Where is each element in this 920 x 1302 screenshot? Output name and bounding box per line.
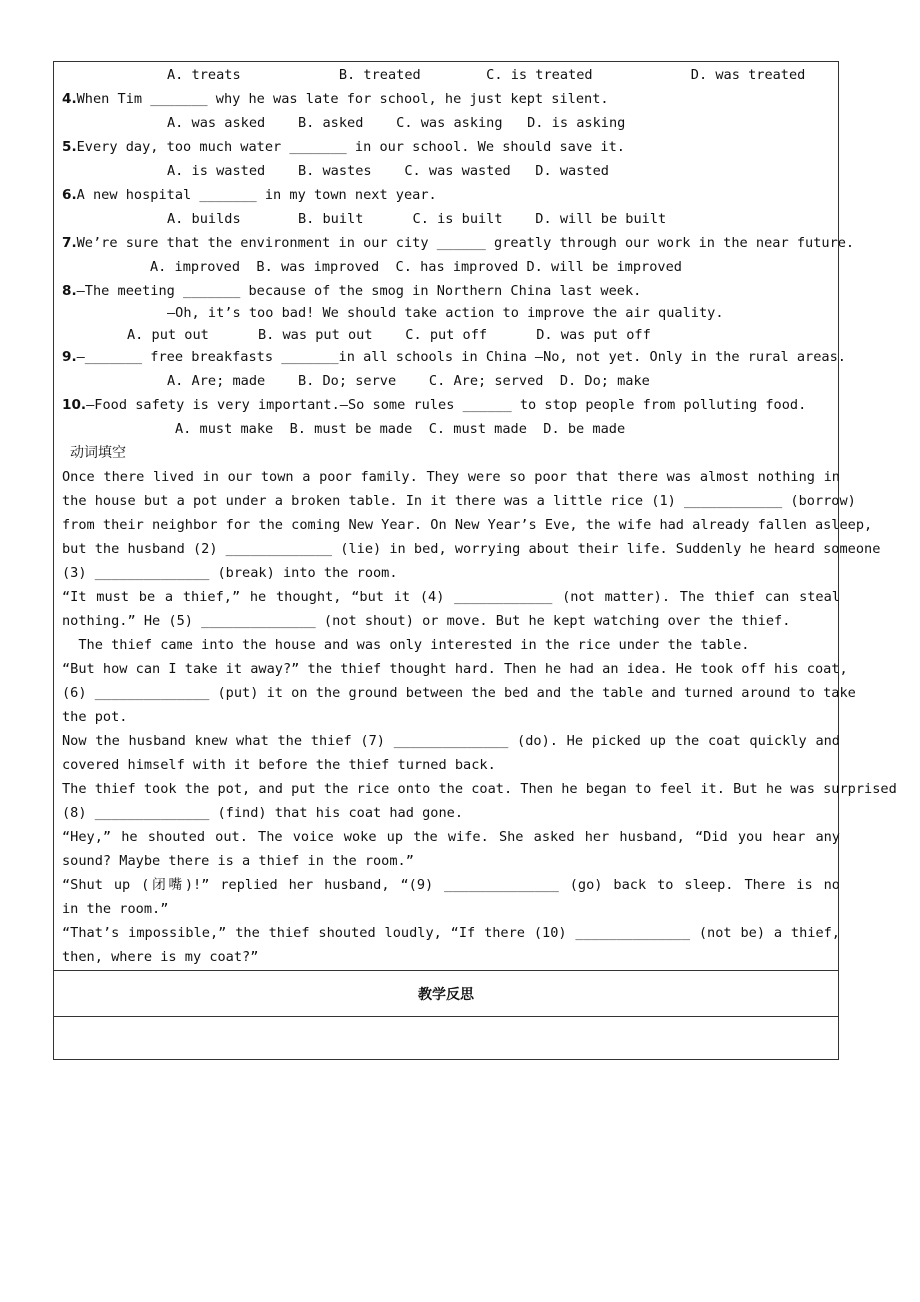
passage-line: from their neighbor for the coming New Year. On New Year’s Eve, the wife had already fallen asleep, (62, 517, 873, 533)
question-number: 5. (62, 139, 77, 155)
passage-line: nothing.” He (5) ______________ (not shout) or move. But he kept watching over the thief. (62, 613, 791, 629)
passage-line: sound? Maybe there is a thief in the room.” (62, 853, 414, 869)
question-6 (62, 186, 437, 204)
passage-line: “But how can I take it away?” the thief thought hard. Then he had an idea. He took off his coat, (62, 661, 848, 677)
q3-options: A. treats B. treated C. is treated D. was treated (167, 67, 806, 83)
question-text: When Tim _______ why he was late for school, he just kept silent. (76, 91, 609, 107)
passage-line: but the husband (2) _____________ (lie) in bed, worrying about their life. Suddenly he heard someone (62, 541, 881, 557)
question-text: A new hospital _______ in my town next year. (76, 187, 437, 203)
question-number: 10. (62, 397, 87, 413)
passage-line: covered himself with it before the thief turned back. (62, 757, 496, 773)
question-9 (62, 348, 846, 366)
question-text: —_______ free breakfasts _______in all schools in China —No, not yet. Only in the rural areas. (76, 349, 846, 365)
passage-line: “Hey,” he shouted out. The voice woke up the wife. She asked her husband, “Did you hear any (62, 829, 840, 845)
question-text: Every day, too much water _______ in our school. We should save it. (76, 139, 625, 155)
reflection-title: 教学反思 (418, 987, 474, 1003)
passage-line: The thief took the pot, and put the rice onto the coat. Then he began to feel it. But he was surprised (62, 781, 897, 797)
question-number: 6. (62, 187, 77, 203)
q4-options: A. was asked B. asked C. was asking D. is asking (167, 115, 626, 131)
passage-line: in the room.” (62, 901, 169, 917)
q7-options: A. improved B. was improved C. has improved D. will be improved (150, 259, 682, 275)
question-number: 9. (62, 349, 77, 365)
passage-line: (3) ______________ (break) into the room. (62, 565, 398, 581)
q10-options: A. must make B. must be made C. must made D. be made (175, 421, 626, 437)
passage-line: The thief came into the house and was only interested in the rice under the table. (62, 637, 750, 653)
passage-line: the pot. (62, 709, 128, 725)
table-divider (53, 1016, 839, 1017)
passage-line: “That’s impossible,” the thief shouted loudly, “If there (10) ______________ (not be) a thief, (62, 925, 840, 941)
passage-line: (8) ______________ (find) that his coat had gone. (62, 805, 464, 821)
q8-options: A. put out B. was put out C. put off D. was put off (127, 327, 651, 343)
question-text: We’re sure that the environment in our city ______ greatly through our work in the near future. (76, 235, 855, 251)
passage-line: the house but a pot under a broken table. In it there was a little rice (1) ____________ (borrow) (62, 493, 856, 509)
question-7 (62, 234, 854, 252)
question-number: 4. (62, 91, 77, 107)
q6-options: A. builds B. built C. is built D. will be built (167, 211, 667, 227)
passage-line: Now the husband knew what the thief (7) ______________ (do). He picked up the coat quickly and (62, 733, 840, 749)
question-number: 7. (62, 235, 77, 251)
passage-line: Once there lived in our town a poor family. They were so poor that there was almost nothing in (62, 469, 840, 485)
question-5 (62, 138, 625, 156)
question-text: —Food safety is very important.—So some rules ______ to stop people from polluting food. (86, 397, 807, 413)
q8-reply: —Oh, it’s too bad! We should take action to improve the air quality. (167, 305, 724, 321)
passage-line: “It must be a thief,” he thought, “but it (4) ____________ (not matter). The thief can steal (62, 589, 840, 605)
passage-line: then, where is my coat?” (62, 949, 259, 965)
question-text: —The meeting _______ because of the smog in Northern China last week. (76, 283, 642, 299)
question-10 (62, 396, 806, 414)
question-4 (62, 90, 609, 108)
section-title: 动词填空 (70, 445, 126, 461)
passage-line: “Shut up (闭嘴)!” replied her husband, “(9) ______________ (go) back to sleep. There is no (62, 877, 840, 893)
question-8 (62, 282, 641, 300)
q5-options: A. is wasted B. wastes C. was wasted D. wasted (167, 163, 609, 179)
q9-options: A. Are; made B. Do; serve C. Are; served D. Do; make (167, 373, 650, 389)
question-number: 8. (62, 283, 77, 299)
passage-line: (6) ______________ (put) it on the ground between the bed and the table and turned around to take (62, 685, 856, 701)
table-divider (53, 970, 839, 971)
